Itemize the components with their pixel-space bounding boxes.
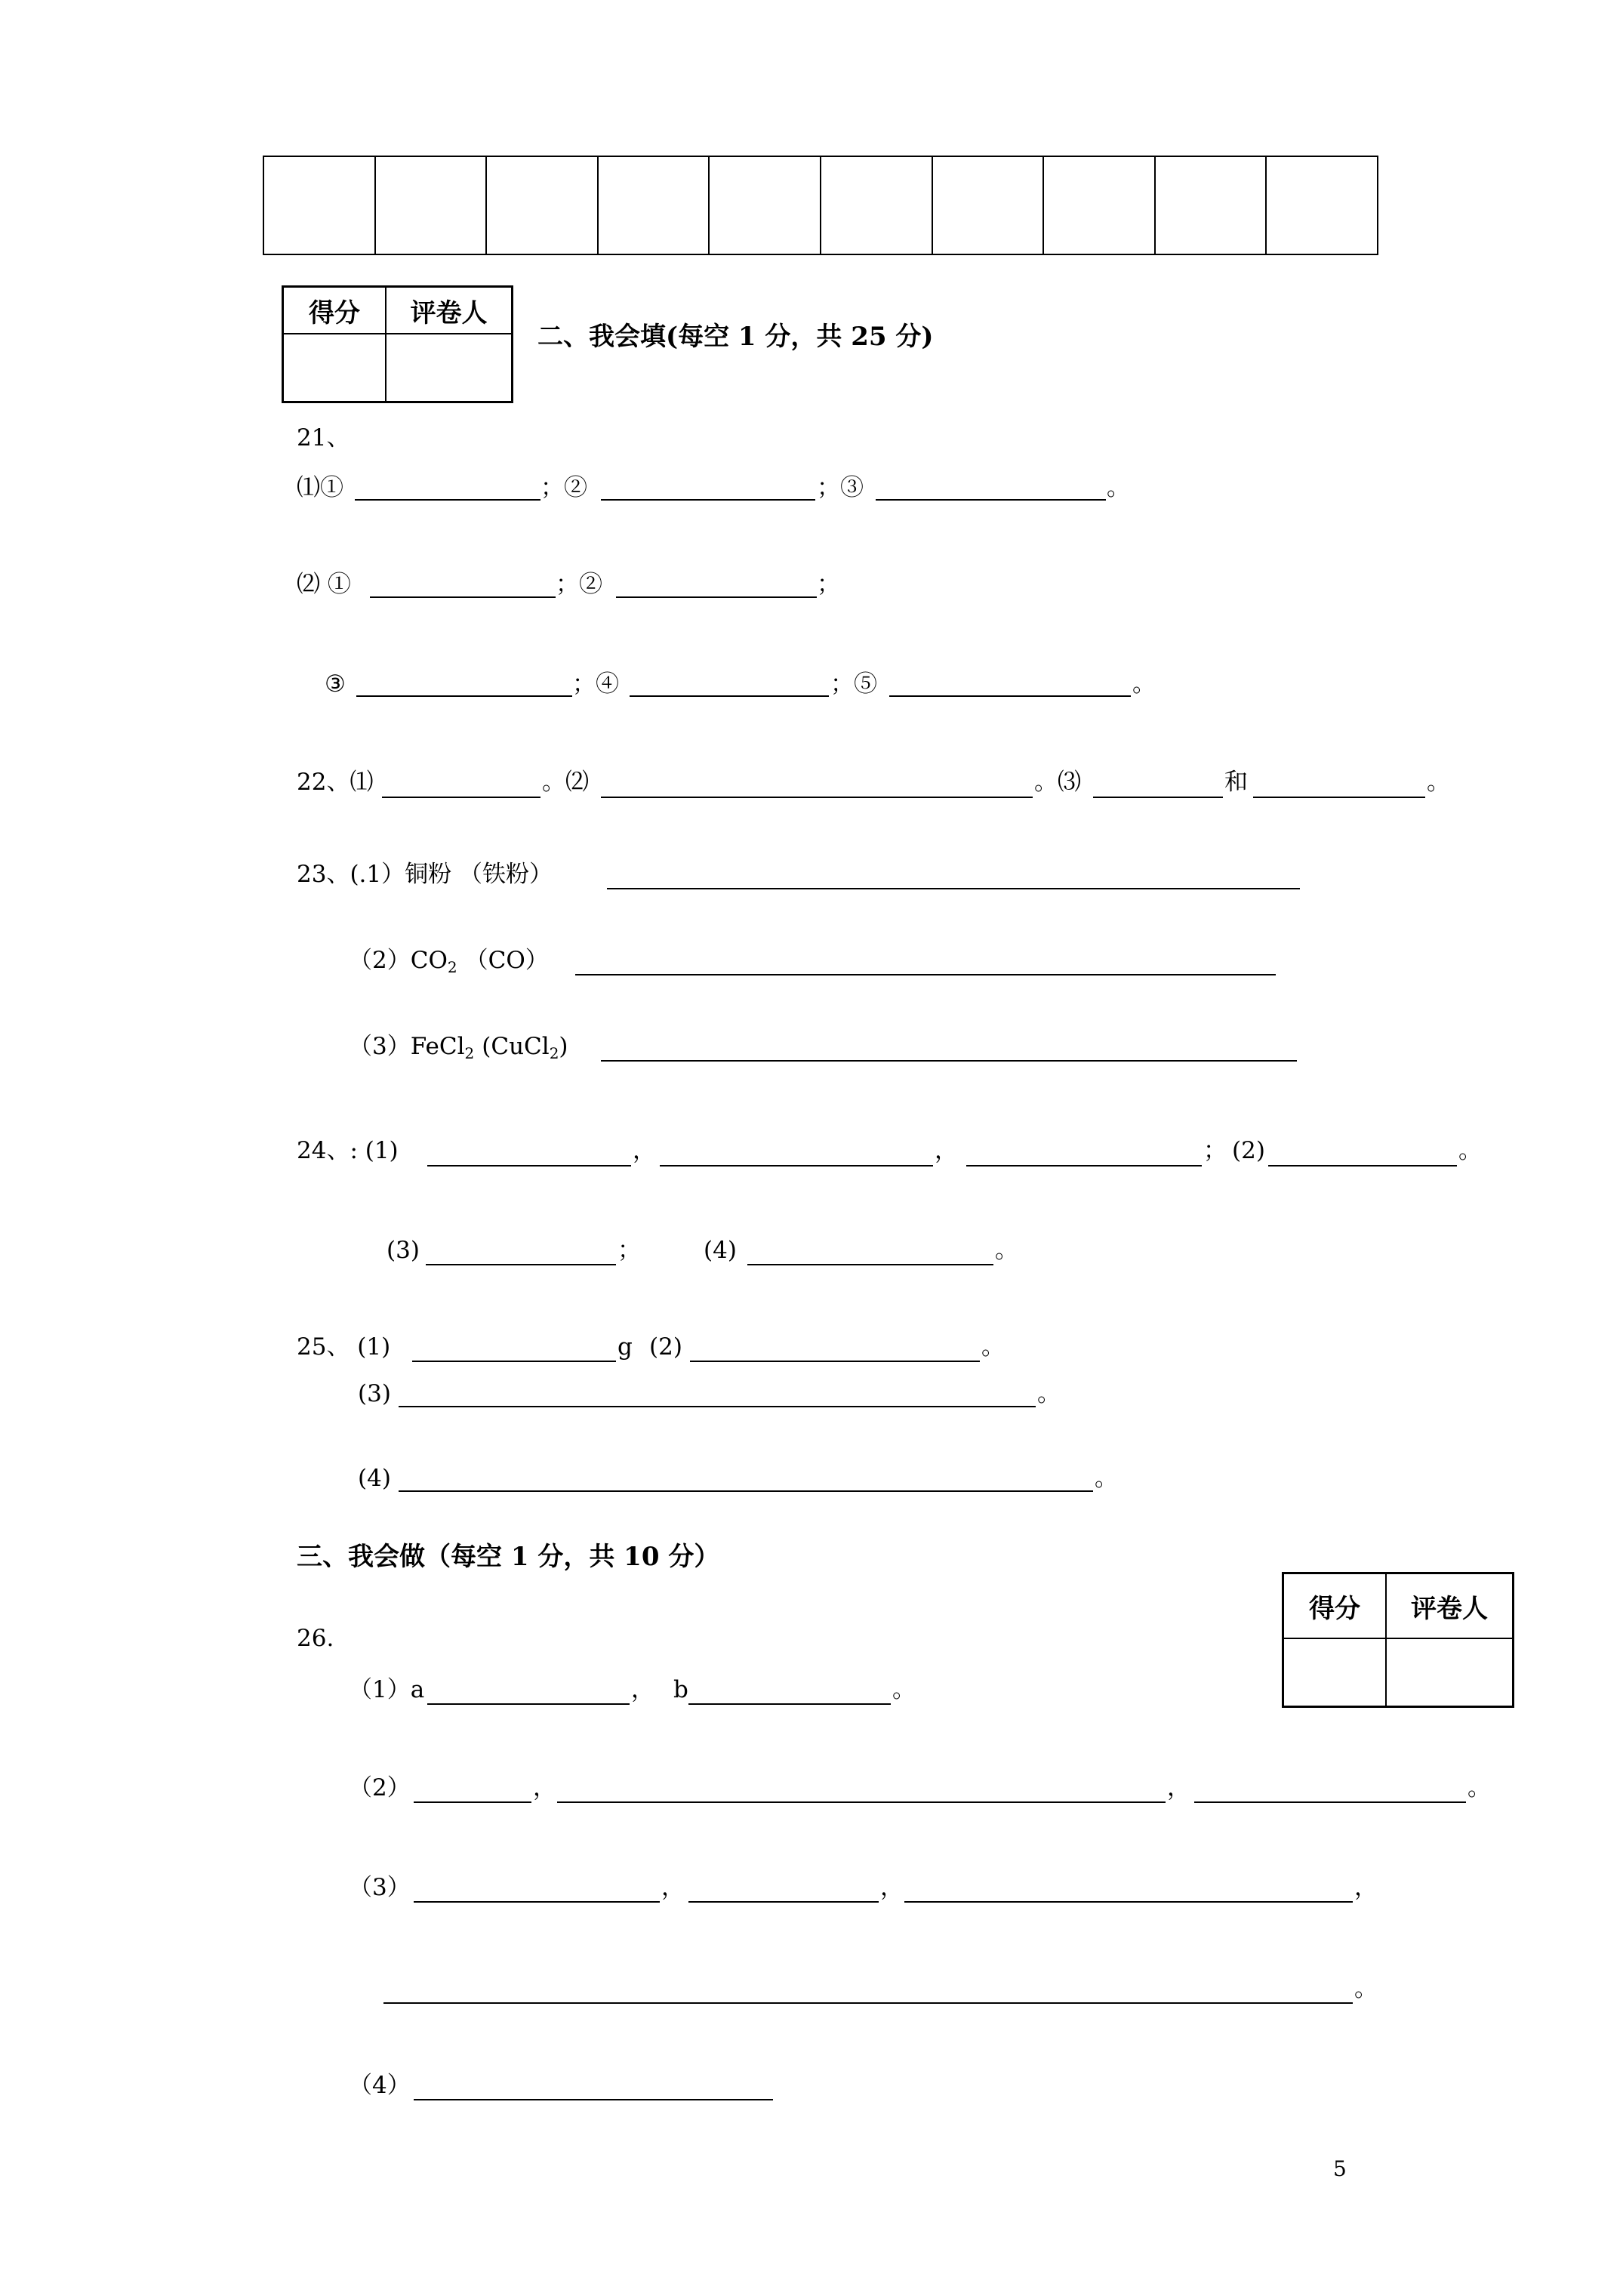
q25-p4: (4)	[358, 1465, 391, 1492]
grader-label: 评卷人	[387, 288, 511, 334]
q21-p1-end: 。	[1107, 474, 1130, 501]
q21-p2-end: ；	[817, 571, 840, 598]
q21-2-1-blank[interactable]	[370, 596, 556, 598]
answer-cell[interactable]	[1267, 157, 1377, 254]
q26-l1-end: 。	[892, 1676, 916, 1703]
q21-p1-label: ⑴①	[297, 474, 343, 501]
grader-value-cell[interactable]	[1387, 1639, 1512, 1706]
q21-p1-sep2: ；③	[817, 474, 864, 501]
q22-sep1: 。⑵	[542, 769, 589, 796]
q26-l2-end: 。	[1467, 1774, 1491, 1801]
q26-l1-label: （1）a	[349, 1676, 425, 1703]
q21-p3-sep1: ；④	[572, 670, 619, 698]
q26-l3-c1: ，	[661, 1874, 685, 1901]
q21-number: 21、	[297, 424, 350, 451]
q24-2-blank[interactable]	[1268, 1165, 1457, 1166]
q26-l3-c3: ，	[1354, 1874, 1378, 1901]
q26-l2-c1: ，	[533, 1774, 556, 1801]
q22-sep2: 。⑶	[1034, 769, 1081, 796]
q22-1-blank[interactable]	[382, 797, 540, 798]
q26-l1-b: b	[673, 1676, 688, 1703]
q26-l2-label: （2）	[349, 1774, 411, 1801]
answer-grid	[263, 156, 1378, 255]
answer-cell[interactable]	[1044, 157, 1156, 254]
answer-cell[interactable]	[710, 157, 821, 254]
q24-3-blank[interactable]	[426, 1264, 616, 1265]
page-number: 5	[1333, 2156, 1347, 2181]
q21-1-2-blank[interactable]	[601, 499, 815, 501]
score-value-cell[interactable]	[1284, 1639, 1387, 1706]
q25-3-blank[interactable]	[399, 1406, 1036, 1407]
q21-p3-label: ③	[325, 670, 346, 698]
q23-1-blank[interactable]	[607, 888, 1300, 889]
q25-1-blank[interactable]	[412, 1361, 616, 1362]
q24-line2-end: 。	[995, 1237, 1018, 1264]
q26-1b-blank[interactable]	[688, 1703, 891, 1705]
q24-line1-label: 24、: (1)	[297, 1137, 399, 1164]
q23-line3-sub1: 2	[464, 1044, 475, 1062]
score-box-section3	[1282, 1572, 1514, 1708]
q25-2-blank[interactable]	[690, 1361, 980, 1362]
answer-cell[interactable]	[821, 157, 933, 254]
q23-line2	[349, 945, 549, 982]
q23-line2-sub: 2	[447, 958, 457, 976]
answer-cell[interactable]	[933, 157, 1045, 254]
q25-end4: 。	[1095, 1465, 1118, 1492]
answer-cell[interactable]	[1156, 157, 1267, 254]
q26-number: 26.	[297, 1625, 334, 1652]
q24-4-blank[interactable]	[747, 1264, 993, 1265]
q26-3d-blank[interactable]	[383, 2002, 1353, 2004]
q24-1a-blank[interactable]	[427, 1165, 631, 1166]
answer-cell[interactable]	[264, 157, 376, 254]
score-value-cell[interactable]	[284, 334, 387, 401]
q23-line3-prefix: （3）FeCl	[349, 1033, 465, 1060]
q24-comma2: ，	[935, 1137, 958, 1164]
grader-value-cell[interactable]	[387, 334, 511, 401]
q25-p3: (3)	[358, 1380, 391, 1407]
q21-p1-sep1: ；②	[540, 474, 587, 501]
q26-2b-blank[interactable]	[557, 1801, 1166, 1803]
q23-line3-mid: (CuCl	[482, 1033, 550, 1060]
q23-line3-sub2: 2	[549, 1044, 559, 1062]
q26-1a-blank[interactable]	[427, 1703, 630, 1705]
q21-2-2-blank[interactable]	[616, 596, 817, 598]
q25-4-blank[interactable]	[399, 1490, 1093, 1492]
q23-line2-suffix: （CO）	[464, 947, 549, 974]
q21-1-3-blank[interactable]	[876, 499, 1106, 501]
q22-end: 。	[1427, 769, 1450, 796]
q21-p3-end: 。	[1132, 670, 1156, 698]
q26-l4-label: （4）	[349, 2072, 411, 2099]
q21-2-4-blank[interactable]	[630, 695, 829, 697]
answer-cell[interactable]	[599, 157, 710, 254]
q24-1c-blank[interactable]	[966, 1165, 1202, 1166]
q22-and: 和	[1224, 769, 1248, 796]
q24-1b-blank[interactable]	[660, 1165, 933, 1166]
answer-cell[interactable]	[376, 157, 488, 254]
q23-line3	[349, 1031, 568, 1068]
q22-number: 22、⑴	[297, 769, 374, 796]
q21-2-5-blank[interactable]	[889, 695, 1131, 697]
q24-comma1: ，	[633, 1137, 656, 1164]
q26-l1-comma: ，	[631, 1676, 654, 1703]
q26-2c-blank[interactable]	[1194, 1801, 1466, 1803]
q26-l3-c2: ，	[880, 1874, 904, 1901]
q21-1-1-blank[interactable]	[355, 499, 540, 501]
q23-3-blank[interactable]	[601, 1060, 1297, 1062]
q24-semi: ；	[1203, 1137, 1227, 1164]
q21-p3-sep2: ；⑤	[830, 670, 877, 698]
score-label: 得分	[1284, 1574, 1387, 1639]
q21-p2-sep1: ；②	[556, 571, 602, 598]
q23-line1: 23、(.1）铜粉 （铁粉）	[297, 861, 553, 888]
q23-line3-suffix: )	[559, 1033, 568, 1060]
q26-2a-blank[interactable]	[414, 1801, 531, 1803]
q24-line2-semi: ；	[617, 1237, 641, 1264]
q23-2-blank[interactable]	[575, 974, 1276, 975]
q22-3a-blank[interactable]	[1093, 797, 1223, 798]
grader-label: 评卷人	[1387, 1574, 1512, 1639]
score-box-section2	[282, 285, 513, 403]
q24-line2-p3: (3)	[387, 1237, 420, 1264]
score-label: 得分	[284, 288, 387, 334]
q26-l3-label: （3）	[349, 1874, 411, 1901]
q23-line2-prefix: （2）CO	[349, 947, 448, 974]
section2-title: 二、我会填(每空 1 分，共 25 分)	[537, 322, 934, 352]
q26-4-blank[interactable]	[414, 2099, 773, 2100]
q25-unit: g	[617, 1333, 633, 1361]
q25-end1: 。	[981, 1333, 1005, 1361]
q26-3c-blank[interactable]	[904, 1901, 1353, 1903]
q24-line2-p4: (4)	[704, 1237, 737, 1264]
q21-p2-label: ⑵ ①	[297, 571, 351, 598]
q25-end3: 。	[1037, 1380, 1061, 1407]
q26-l2-c2: ，	[1167, 1774, 1190, 1801]
q22-2-blank[interactable]	[601, 797, 1033, 798]
answer-cell[interactable]	[487, 157, 599, 254]
section3-title: 三、我会做（每空 1 分，共 10 分）	[297, 1542, 720, 1572]
q24-p2: (2)	[1232, 1137, 1265, 1164]
q21-2-3-blank[interactable]	[356, 695, 572, 697]
q24-end: 。	[1458, 1137, 1482, 1164]
q26-l3b-end: 。	[1354, 1975, 1378, 2002]
q25-line1-label: 25、 (1)	[297, 1333, 391, 1361]
q22-3b-blank[interactable]	[1253, 797, 1425, 798]
q26-3b-blank[interactable]	[688, 1901, 879, 1903]
q26-3a-blank[interactable]	[414, 1901, 660, 1903]
q25-p2: (2)	[649, 1333, 682, 1361]
